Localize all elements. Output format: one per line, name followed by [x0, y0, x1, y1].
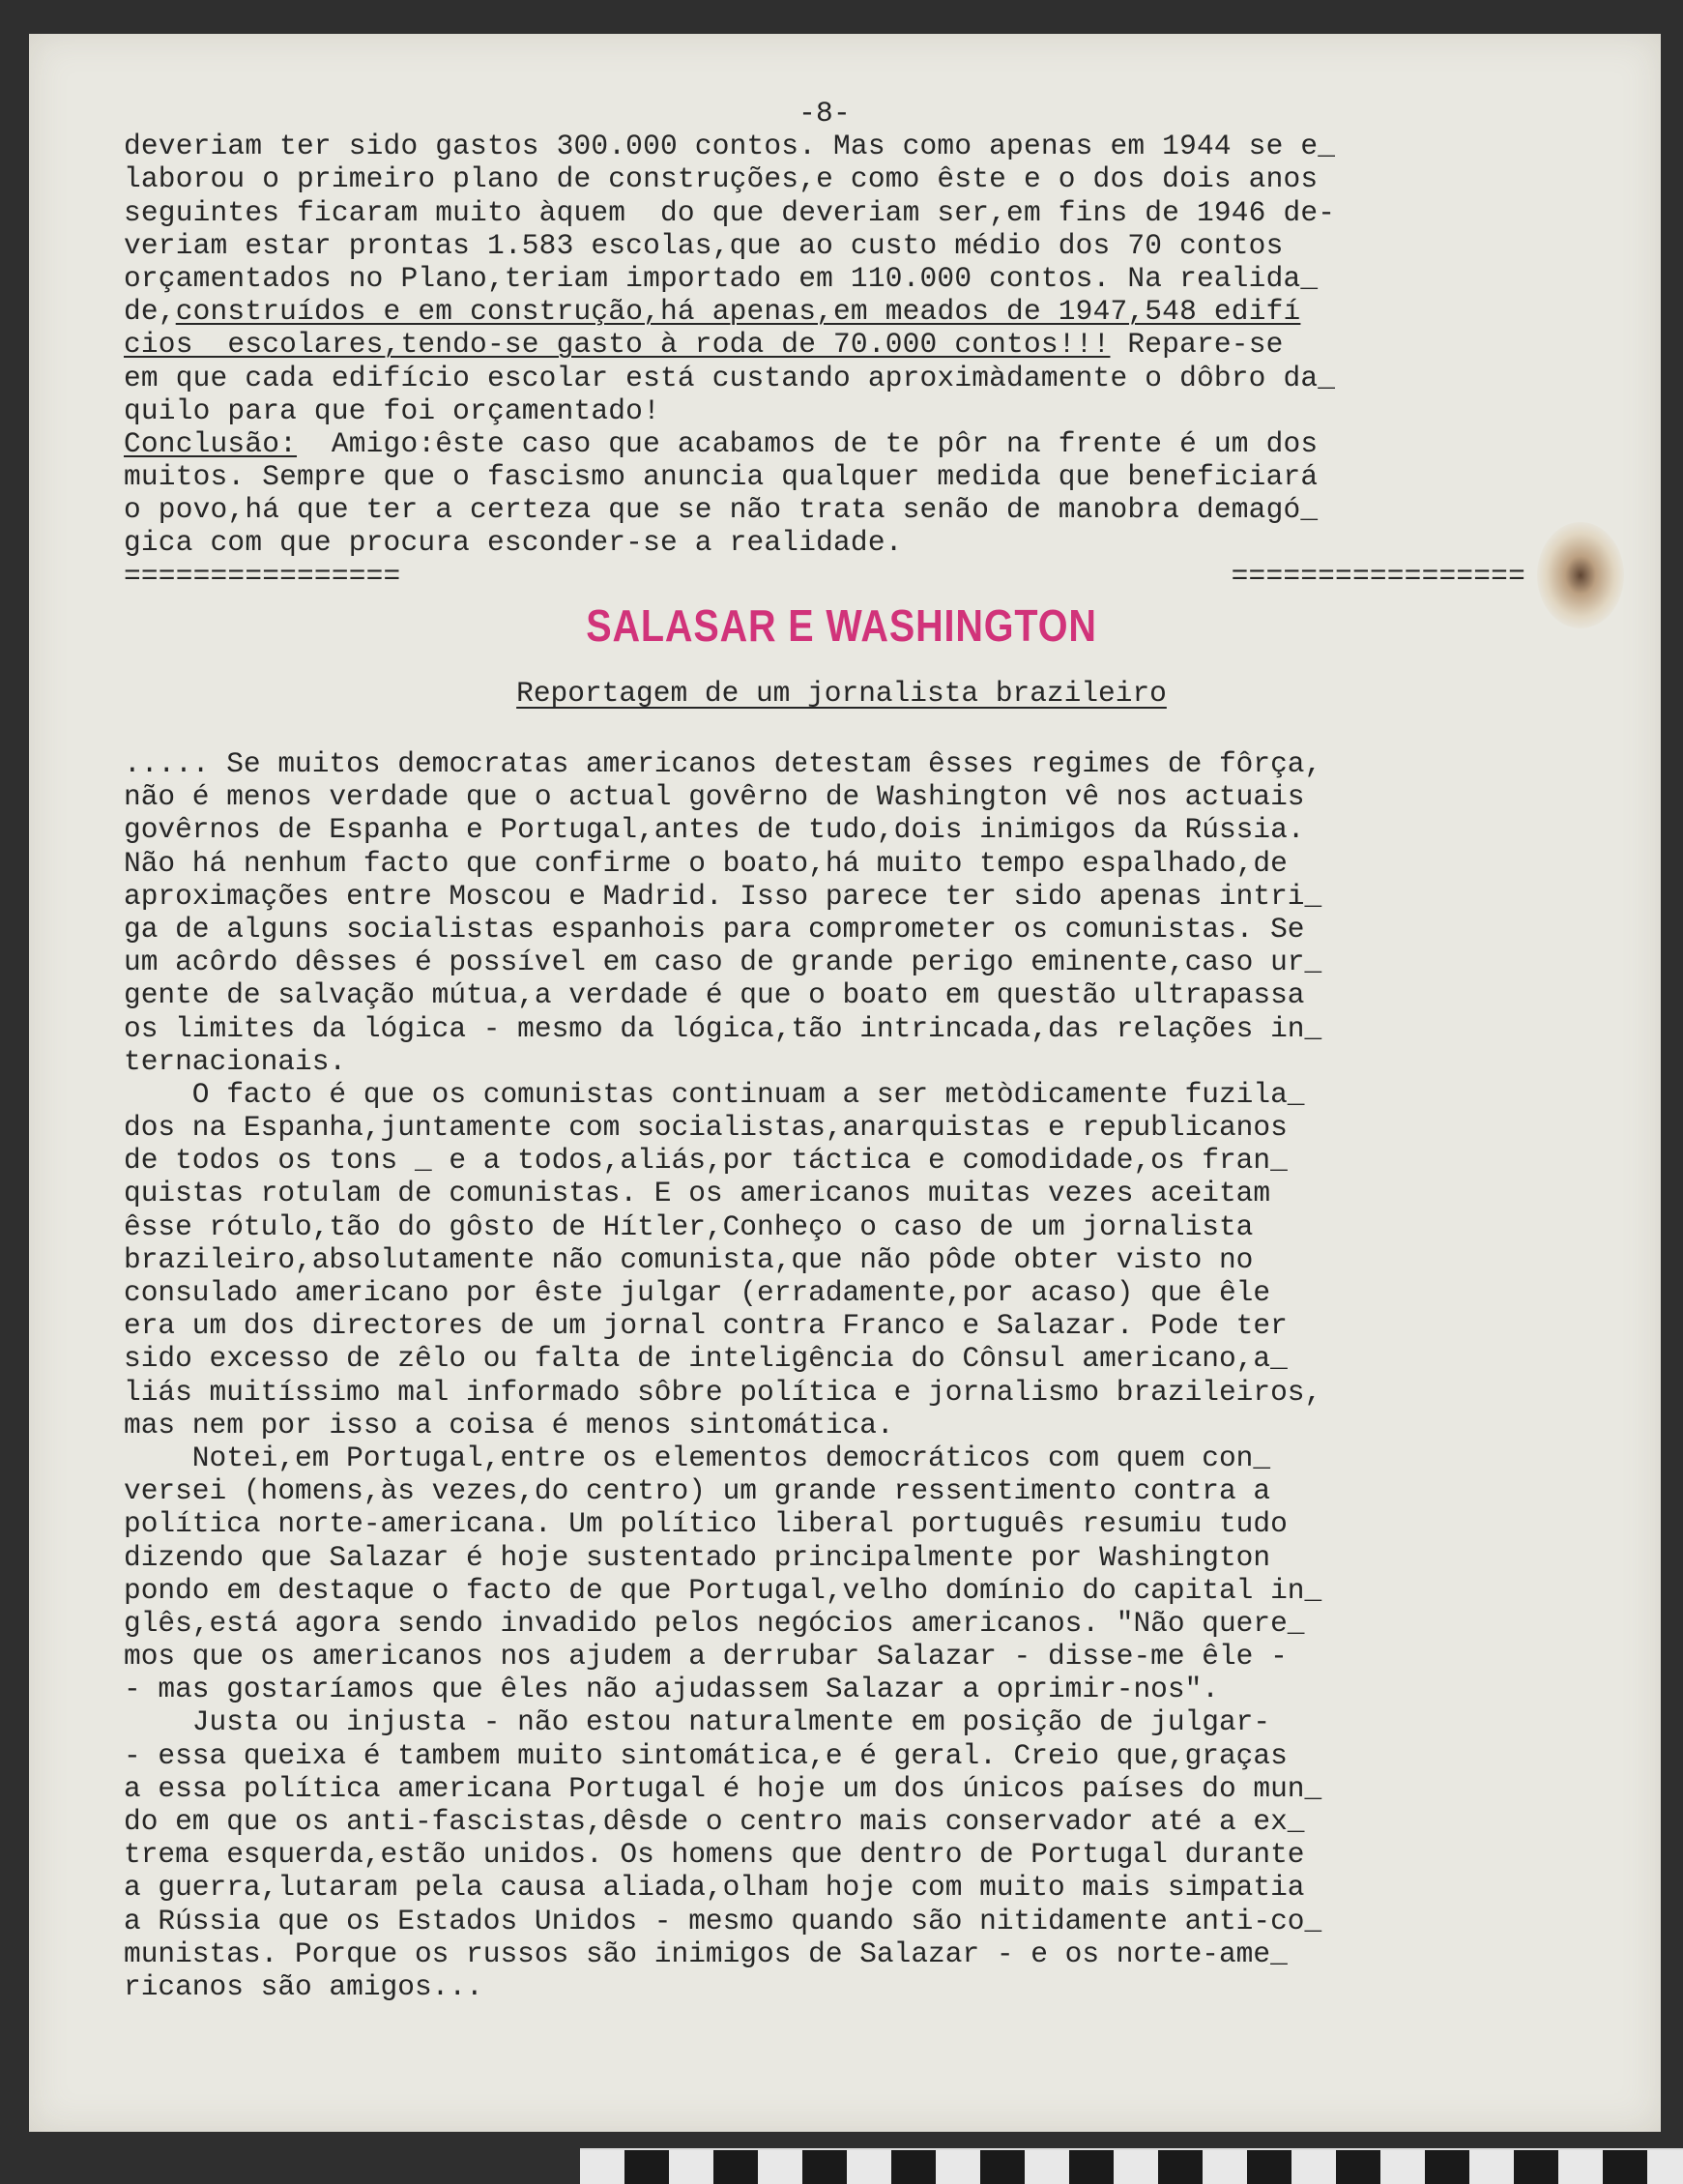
text-line: mos que os americanos nos ajudem a derrubar Salazar - disse-me êle -: [124, 1640, 1288, 1674]
text-line: glês,está agora sendo invadido pelos negócios americanos. "Não quere_: [124, 1606, 1305, 1640]
text-line: sido excesso de zêlo ou falta de inteligência do Cônsul americano,a_: [124, 1342, 1288, 1376]
text-line: brazileiro,absolutamente não comunista,que não pôde obter visto no: [124, 1242, 1254, 1276]
text-line: de todos os tons _ e a todos,aliás,por táctica e comodidade,os fran_: [124, 1144, 1288, 1178]
text-line: Não há nenhum facto que confirme o boato,há muito tempo espalhado,de: [124, 846, 1288, 880]
text-line: munistas. Porque os russos são inimigos de Salazar - e os norte-ame_: [124, 1936, 1288, 1970]
text-line: versei (homens,às vezes,do centro) um grande ressentimento contra a: [124, 1474, 1271, 1508]
text-line: trema esquerda,estão unidos. Os homens que dentro de Portugal durante: [124, 1838, 1305, 1872]
text-line: Justa ou injusta - não estou naturalmente em posição de julgar-: [124, 1705, 1271, 1739]
text-line: orçamentados no Plano,teriam importado em 110.000 contos. Na realida_: [124, 261, 1319, 295]
text-line: aproximações entre Moscou e Madrid. Isso parece ter sido apenas intri_: [124, 879, 1322, 913]
page-number: -8-: [798, 97, 851, 130]
text-line: o povo,há que ter a certeza que se não trata senão de manobra demagó_: [124, 493, 1319, 527]
text-line: deveriam ter sido gastos 300.000 contos. Mas como apenas em 1944 se e_: [124, 130, 1336, 163]
text-line: mas nem por isso a coisa é menos sintomática.: [124, 1408, 894, 1441]
text-line: ternacionais.: [124, 1044, 347, 1078]
text-line: a Rússia que os Estados Unidos - mesmo quando são nitidamente anti-co_: [124, 1904, 1322, 1937]
text-line: liás muitíssimo mal informado sôbre política e jornalismo brazileiros,: [124, 1375, 1322, 1409]
text-line: gica com que procura esconder-se a realidade.: [124, 526, 903, 560]
text-line: dizendo que Salazar é hoje sustentado principalmente por Washington: [124, 1540, 1271, 1574]
article-part-one: [124, 97, 1525, 593]
text-line: Notei,em Portugal,entre os elementos democráticos com quem con_: [124, 1441, 1271, 1474]
text-line: - mas gostaríamos que êles não ajudassem Salazar a oprimir-nos".: [124, 1673, 1219, 1706]
text-line: O facto é que os comunistas continuam a ser metòdicamente fuzila_: [124, 1077, 1305, 1111]
text-line: govêrnos de Espanha e Portugal,antes de tudo,dois inimigos da Rússia.: [124, 813, 1305, 847]
underlined-line: cios escolares,tendo-se gasto à roda de 70.000 contos!!! Repare-se: [124, 328, 1284, 362]
paragraph-budget: [124, 130, 1525, 295]
text-line: um acôrdo dêsses é possível em caso de grande perigo eminente,caso ur_: [124, 946, 1322, 979]
text-line: - essa queixa é tambem muito sintomática,e é geral. Creio que,graças: [124, 1738, 1288, 1772]
text-line: pondo em destaque o facto de que Portugal,velho domínio do capital in_: [124, 1573, 1322, 1607]
text-line: êsse rótulo,tão do gôsto de Hítler,Conheço o caso de um jornalista: [124, 1209, 1254, 1243]
separator-left: ================: [124, 559, 401, 593]
article-title: SALASAR E WASHINGTON: [586, 600, 1097, 651]
text-line: a guerra,lutaram pela causa aliada,olham hoje com muito mais simpatia: [124, 1871, 1305, 1905]
text-line: os limites da lógica - mesmo da lógica,tão intrincada,das relações in_: [124, 1011, 1322, 1045]
text-line: seguintes ficaram muito àquem do que deveriam ser,em fins de 1946 de-: [124, 195, 1336, 229]
scale-ruler: [580, 2148, 1683, 2184]
text-line: era um dos directores de um jornal contra Franco e Salazar. Pode ter: [124, 1309, 1288, 1343]
article-body: [124, 747, 1545, 2003]
paragraph-budget-end: [124, 362, 1525, 427]
text-line: consulado americano por êste julgar (erradamente,por acaso) que êle: [124, 1276, 1271, 1309]
text-line: ricanos são amigos...: [124, 1969, 483, 2003]
separator-row: [124, 560, 1525, 593]
text-line: do em que os anti-fascistas,dêsde o centro mais conservador até a ex_: [124, 1805, 1305, 1838]
text-line: laborou o primeiro plano de construções,e como êste e o dos dois anos: [124, 162, 1319, 196]
text-line: veriam estar prontas 1.583 escolas,que ao custo médio dos 70 contos: [124, 228, 1284, 262]
text-line: não é menos verdade que o actual govêrno de Washington vê nos actuais: [124, 780, 1305, 814]
text-line: política norte-americana. Um político liberal português resumiu tudo: [124, 1507, 1288, 1541]
conclusion-line: Conclusão: Amigo:êste caso que acabamos de te pôr na frente é um dos: [124, 426, 1319, 460]
text-line: muitos. Sempre que o fascismo anuncia qualquer medida que beneficiará: [124, 460, 1319, 494]
underlined-line: de,construídos e em construção,há apenas,em meados de 1947,548 edifí: [124, 295, 1301, 329]
separator-right: =================: [1231, 559, 1525, 593]
text-line: em que cada edifício escolar está custando aproximàdamente o dôbro da_: [124, 361, 1336, 394]
text-line: ..... Se muitos democratas americanos detestam êsses regimes de fôrça,: [124, 747, 1322, 780]
text-line: a essa política americana Portugal é hoje um dos únicos países do mun_: [124, 1771, 1322, 1805]
text-line: quilo para que foi orçamentado!: [124, 393, 660, 427]
text-line: gente de salvação mútua,a verdade é que o boato em questão ultrapassa: [124, 978, 1305, 1012]
text-line: ga de alguns socialistas espanhois para comprometer os comunistas. Se: [124, 912, 1305, 946]
conclusion-label: Conclusão:: [124, 426, 298, 460]
article-subtitle: Reportagem de um jornalista brazileiro: [516, 677, 1167, 710]
text-line: quistas rotulam de comunistas. E os americanos muitas vezes aceitam: [124, 1177, 1271, 1210]
text-line: dos na Espanha,juntamente com socialistas,anarquistas e republicanos: [124, 1111, 1288, 1145]
paragraph-conclusion: [124, 460, 1525, 560]
